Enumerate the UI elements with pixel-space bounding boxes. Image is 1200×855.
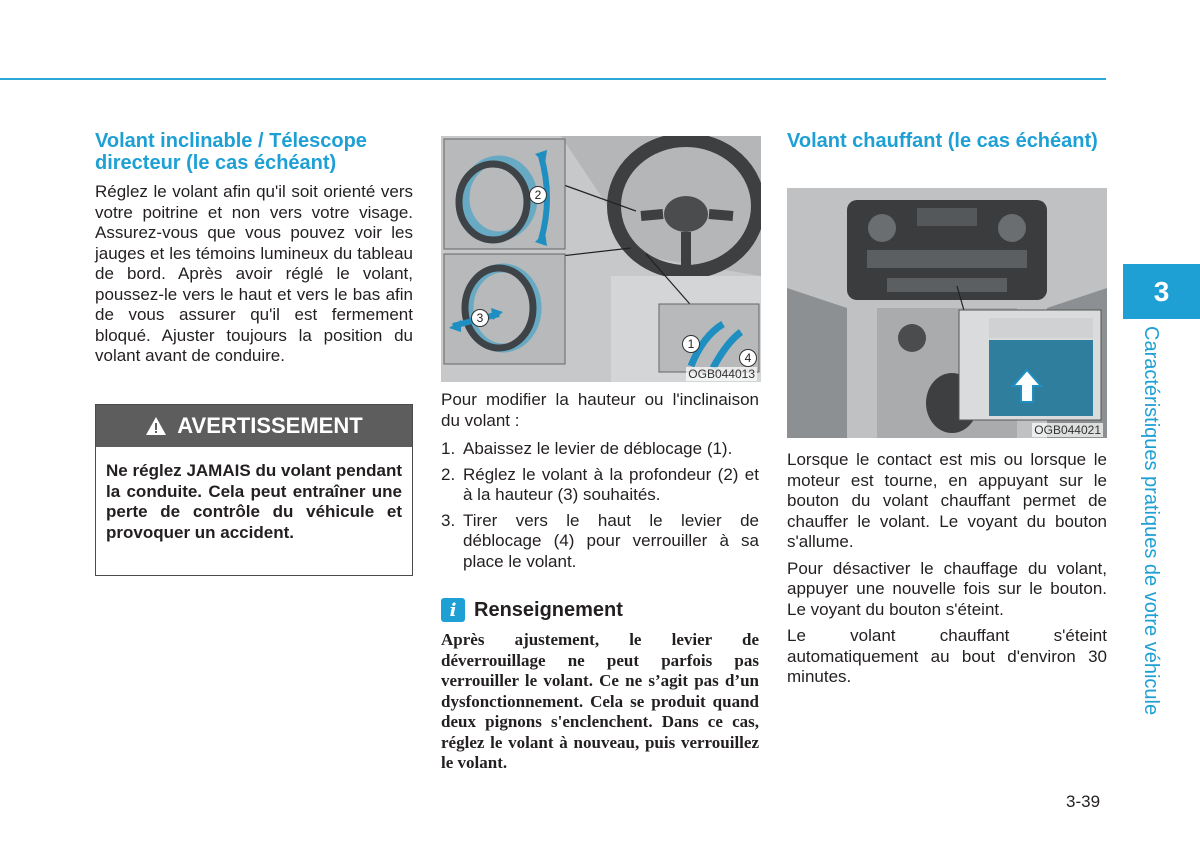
console-illustration bbox=[787, 188, 1107, 438]
heated-wheel-text bbox=[787, 450, 1107, 694]
figure-label-1: 1 bbox=[682, 335, 700, 353]
chapter-title-vertical bbox=[1138, 326, 1162, 716]
heated-wheel-figure bbox=[787, 188, 1107, 438]
section-heading-tilt: Volant inclinable / Télescope directeur (le cas échéant) bbox=[95, 130, 367, 174]
instructions-intro: Pour modifier la hauteur ou l'inclinaison du volant : bbox=[441, 390, 759, 430]
steering-adjustment-figure bbox=[441, 136, 761, 382]
steps-list bbox=[441, 439, 759, 572]
adjustment-instructions bbox=[441, 390, 759, 577]
warning-box bbox=[95, 404, 413, 576]
section-heading-heated: Volant chauffant (le cas échéant) bbox=[787, 130, 1098, 152]
figure-label-3: 3 bbox=[471, 309, 489, 327]
list-item: 1. Abaissez le levier de déblocage (1). bbox=[441, 439, 733, 458]
figure-code: OGB044021 bbox=[1034, 423, 1101, 437]
left-column bbox=[95, 130, 413, 367]
heated-paragraph-2: Pour désactiver le chauffage du volant, appuyer une nouvelle fois sur le bouton. Le voyant du bouton s'éteint. bbox=[787, 558, 1107, 619]
steering-wheel-illustration bbox=[441, 136, 761, 382]
list-item: 2. Réglez le volant à la profondeur (2) et à la hauteur (3) souhaités. bbox=[441, 464, 759, 504]
warning-header bbox=[96, 405, 412, 447]
info-text: Après ajustement, le levier de déverrouillage ne peut parfois pas verrouiller le volant. Ce ne s’agit pas d’un dysfonctionnement. Cela se produit quand deux pignons s'enclenchent. Dans ce cas, réglez le volant à nouveau, puis verrouillez le volant. bbox=[441, 630, 759, 772]
info-icon: i bbox=[441, 598, 465, 622]
top-rule bbox=[0, 78, 1106, 80]
warning-triangle-icon bbox=[145, 416, 167, 436]
tilt-description: Réglez le volant afin qu'il soit orienté vers votre poitrine et non vers votre visage. Assurez-vous que vous pouvez voir les jauges et les témoins lumineux du tableau de bord. Après avoir réglé le volant, poussez-le vers le haut et vers le bas afin de vous assurer qu'il est fermement bloqué. Ajuster toujours la position du volant avant de conduire. bbox=[95, 182, 413, 365]
list-item: 3. Tirer vers le haut le levier de déblocage (4) pour verrouiller à sa place le volant. bbox=[441, 510, 759, 571]
heated-paragraph-3: Le volant chauffant s'éteint automatiquement au bout d'environ 30 minutes. bbox=[787, 626, 1107, 686]
warning-text: Ne réglez JAMAIS du volant pendant la conduite. Cela peut entraîner une perte de contrôle du véhicule et provoquer un accident. bbox=[106, 461, 402, 542]
chapter-title: Caractéristiques pratiques de votre véhicule bbox=[1140, 326, 1162, 716]
right-column bbox=[787, 130, 1107, 160]
info-title: Renseignement bbox=[474, 598, 623, 621]
page-number: 3-39 bbox=[1066, 792, 1101, 811]
figure-label-4: 4 bbox=[739, 349, 757, 367]
figure-code: OGB044013 bbox=[688, 367, 755, 381]
figure-label-2: 2 bbox=[529, 186, 547, 204]
info-header bbox=[441, 598, 623, 622]
chapter-tab: 3 bbox=[1123, 264, 1200, 319]
heated-paragraph-1: Lorsque le contact est mis ou lorsque le moteur est tourne, en appuyant sur le bouton du volant chauffant permet de chauffer le volant. Le voyant du bouton s'allume. bbox=[787, 450, 1107, 551]
warning-title: AVERTISSEMENT bbox=[177, 413, 363, 438]
